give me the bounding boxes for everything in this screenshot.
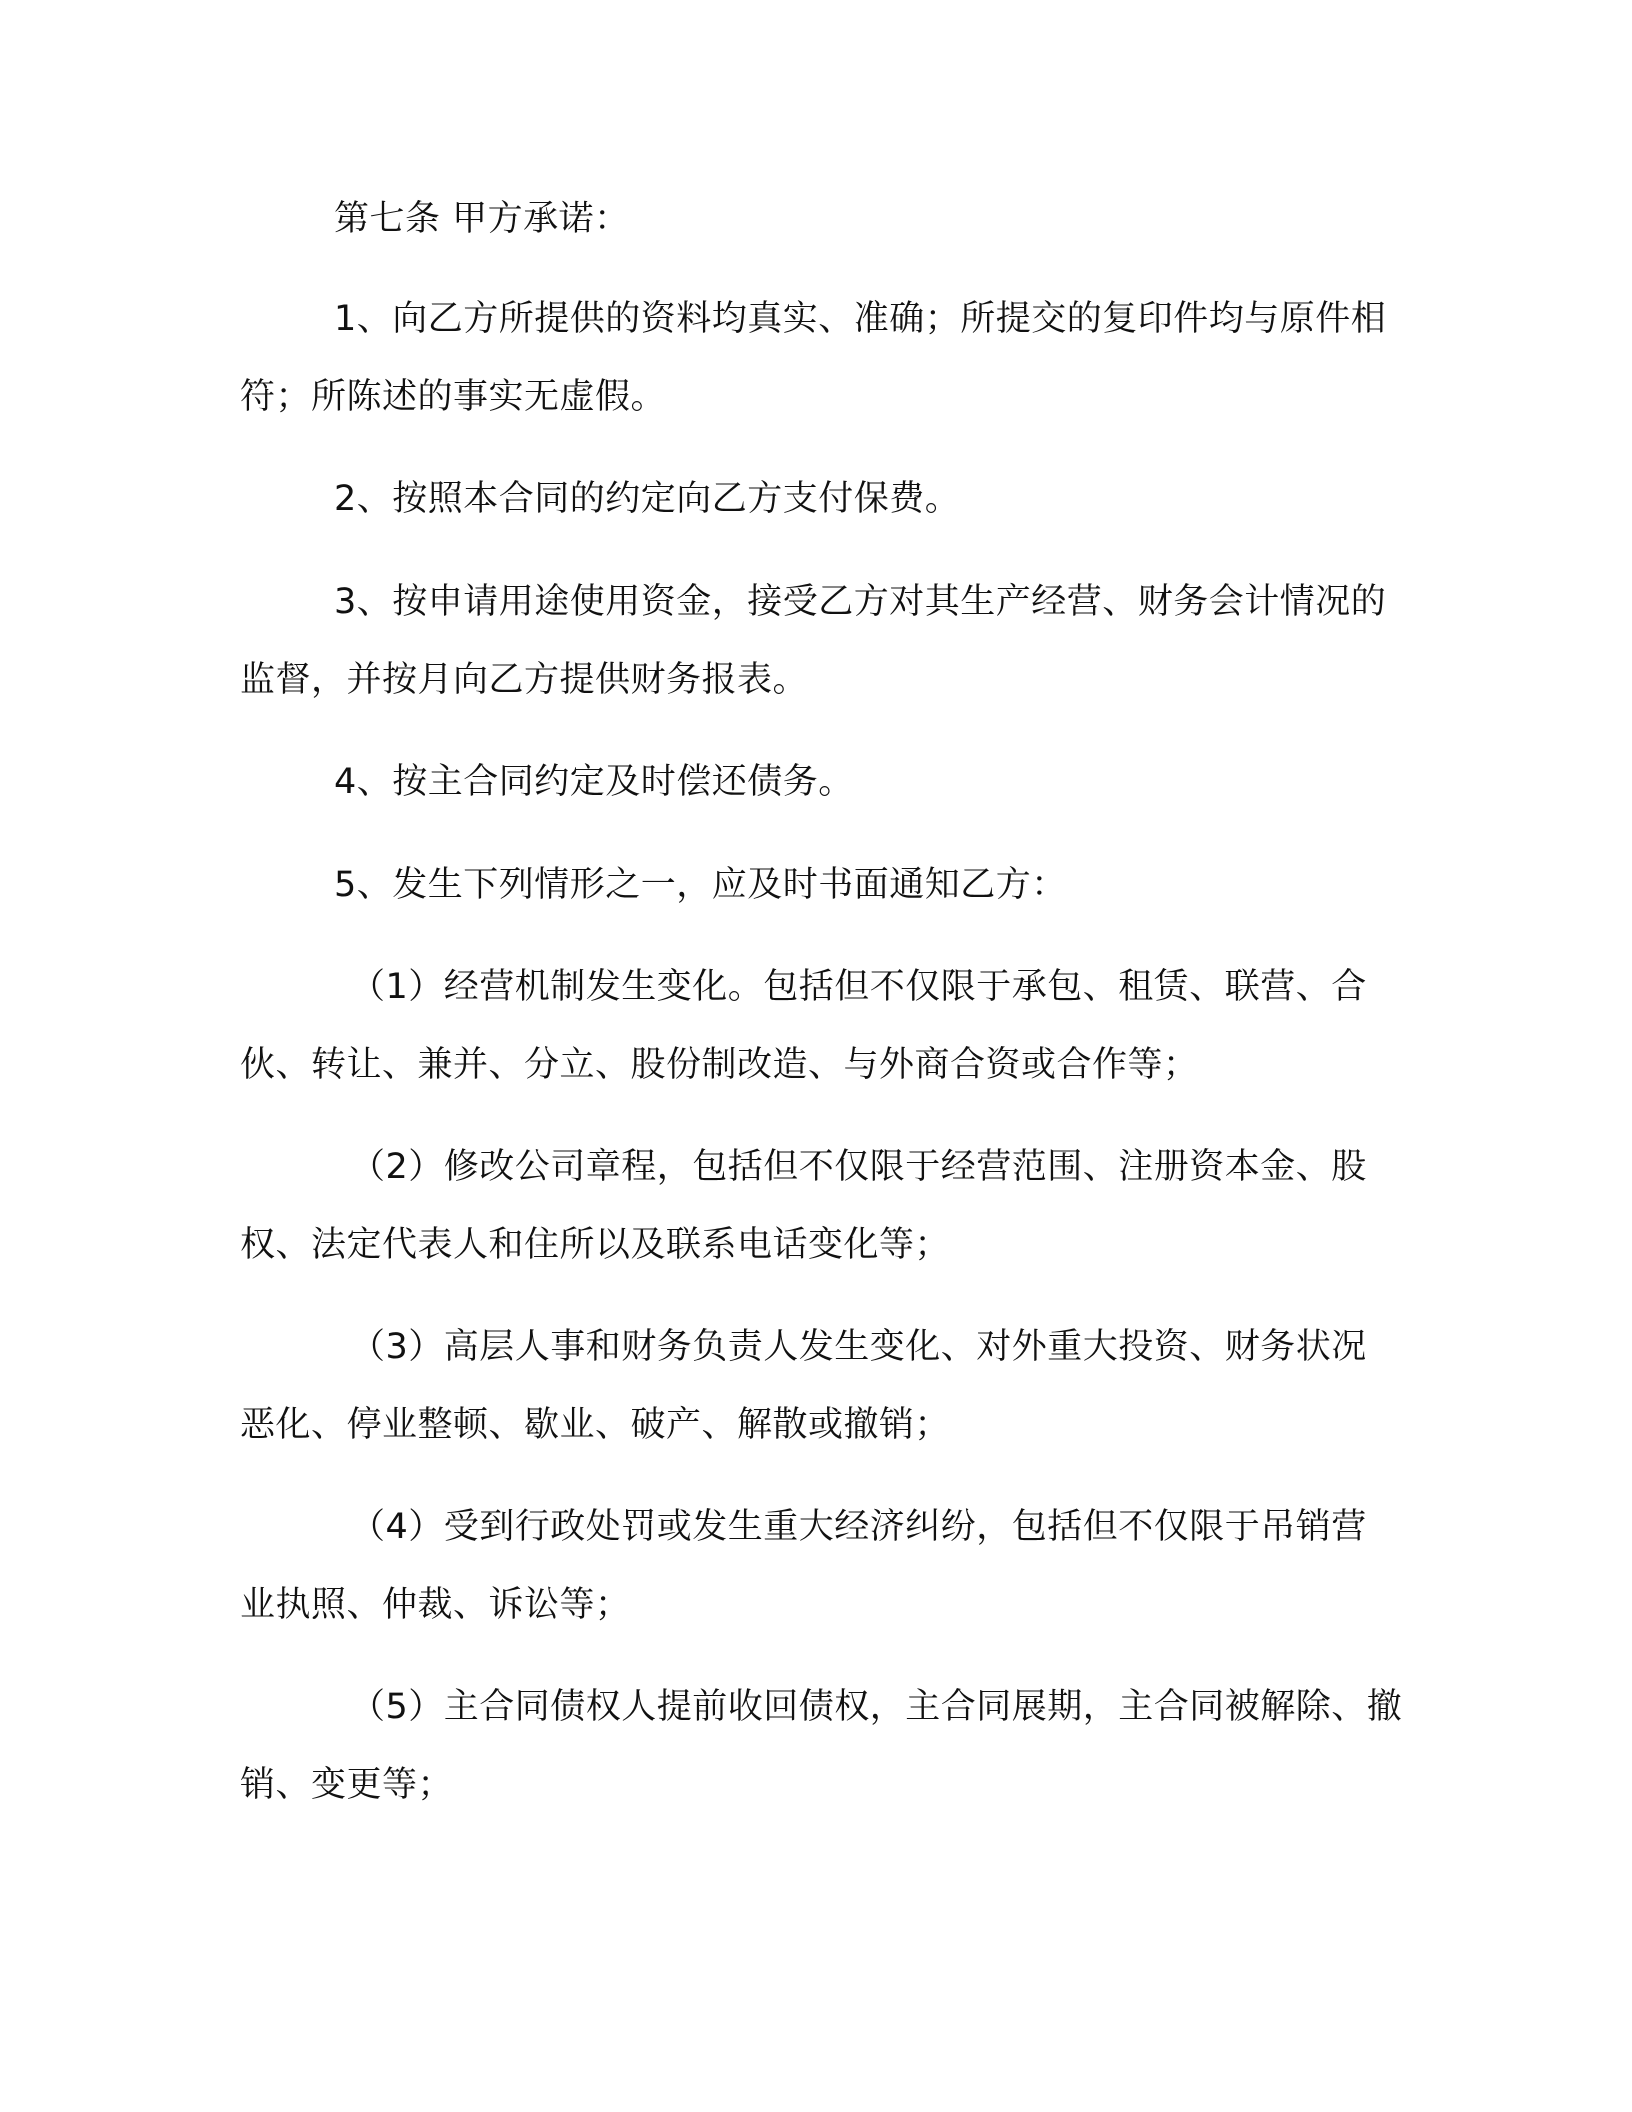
clause-5: 5、发生下列情形之一，应及时书面通知乙方： <box>334 865 1067 905</box>
subitem-3: （3）高层人事和财务负责人发生变化、对外重大投资、财务状况恶化、停业整顿、歇业、破产、解散或撤销； <box>240 1327 1367 1445</box>
subitem-1: （1）经营机制发生变化。包括但不仅限于承包、租赁、联营、合伙、转让、兼并、分立、股份制改造、与外商合资或合作等； <box>240 967 1367 1085</box>
subitem-5: （5）主合同债权人提前收回债权，主合同展期，主合同被解除、撤销、变更等； <box>240 1687 1403 1805</box>
clause-2: 2、按照本合同的约定向乙方支付保费。 <box>334 479 961 519</box>
clause-1: 1、向乙方所提供的资料均真实、准确；所提交的复印件均与原件相符；所陈述的事实无虚假。 <box>240 299 1387 417</box>
subitem-4: （4）受到行政处罚或发生重大经济纠纷，包括但不仅限于吊销营业执照、仲裁、诉讼等； <box>240 1507 1367 1625</box>
article-heading: 第七条 甲方承诺： <box>334 199 630 239</box>
clause-3: 3、按申请用途使用资金，接受乙方对其生产经营、财务会计情况的监督，并按月向乙方提供财务报表。 <box>240 582 1387 700</box>
subitem-2: （2）修改公司章程，包括但不仅限于经营范围、注册资本金、股权、法定代表人和住所以及联系电话变化等； <box>240 1147 1367 1265</box>
clause-4: 4、按主合同约定及时偿还债务。 <box>334 762 854 802</box>
